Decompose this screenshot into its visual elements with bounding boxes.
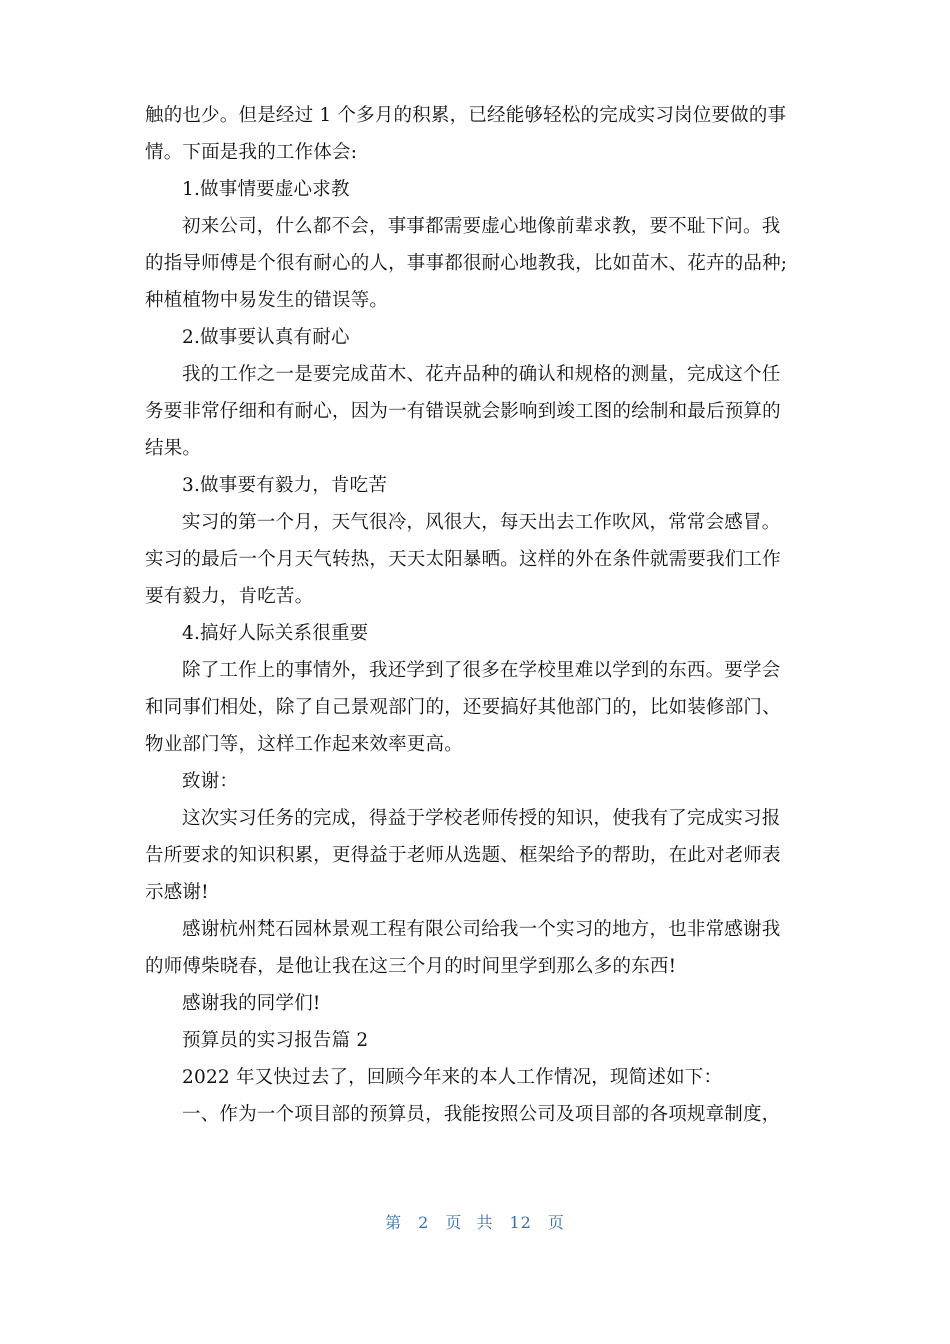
footer-suffix: 页 — [547, 1213, 565, 1232]
text-line: 结果。 — [145, 438, 202, 459]
text-line: 实习的第一个月，天气很冷，风很大，每天出去工作吹风，常常会感冒。 — [182, 512, 781, 533]
text-line: 种植植物中易发生的错误等。 — [145, 290, 389, 311]
text-line: 初来公司，什么都不会，事事都需要虚心地像前辈求教，要不耻下问。我 — [182, 216, 781, 237]
text-line: 触的也少。但是经过 1 个多月的积累，已经能够轻松的完成实习岗位要做的事 — [145, 105, 787, 126]
text-line: 的师傅柴晓春，是他让我在这三个月的时间里学到那么多的东西! — [145, 956, 677, 977]
text-line: 物业部门等，这样工作起来效率更高。 — [145, 734, 463, 755]
text-line: 3.做事要有毅力，肯吃苦 — [182, 475, 388, 496]
document-body — [145, 97, 805, 1133]
text-line: 一、作为一个项目部的预算员，我能按照公司及项目部的各项规章制度， — [182, 1104, 781, 1125]
footer-current-page: 2 — [418, 1213, 430, 1232]
footer-total-pages: 12 — [509, 1213, 532, 1232]
text-line: 感谢我的同学们! — [182, 993, 321, 1014]
text-line: 2022 年又快过去了，回顾今年来的本人工作情况，现简述如下： — [182, 1067, 723, 1088]
footer-prefix: 第 — [385, 1213, 403, 1232]
text-line: 我的工作之一是要完成苗木、花卉品种的确认和规格的测量，完成这个任 — [182, 364, 781, 385]
text-line: 务要非常仔细和有耐心，因为一有错误就会影响到竣工图的绘制和最后预算的 — [145, 401, 781, 422]
text-line: 预算员的实习报告篇 2 — [182, 1030, 369, 1051]
text-line: 的指导师傅是个很有耐心的人，事事都很耐心地教我，比如苗木、花卉的品种; — [145, 253, 788, 274]
text-line: 致谢： — [182, 771, 239, 792]
text-line: 示感谢! — [145, 882, 209, 903]
text-line: 要有毅力，肯吃苦。 — [145, 586, 314, 607]
text-line: 这次实习任务的完成，得益于学校老师传授的知识，使我有了完成实习报 — [182, 808, 781, 829]
text-line: 实习的最后一个月天气转热，天天太阳暴晒。这样的外在条件就需要我们工作 — [145, 549, 781, 570]
text-line: 和同事们相处，除了自己景观部门的，还要搞好其他部门的，比如装修部门、 — [145, 697, 781, 718]
text-line: 除了工作上的事情外，我还学到了很多在学校里难以学到的东西。要学会 — [182, 660, 781, 681]
text-line: 4.搞好人际关系很重要 — [182, 623, 369, 644]
text-line: 告所要求的知识积累，更得益于老师从选题、框架给予的帮助，在此对老师表 — [145, 845, 781, 866]
page-footer — [0, 1210, 950, 1233]
text-line: 2.做事要认真有耐心 — [182, 327, 350, 348]
text-line: 1.做事情要虚心求教 — [182, 179, 350, 200]
text-line: 情。下面是我的工作体会: — [145, 142, 358, 163]
text-line: 感谢杭州梵石园林景观工程有限公司给我一个实习的地方，也非常感谢我 — [182, 919, 781, 940]
footer-middle: 页 共 — [445, 1213, 494, 1232]
